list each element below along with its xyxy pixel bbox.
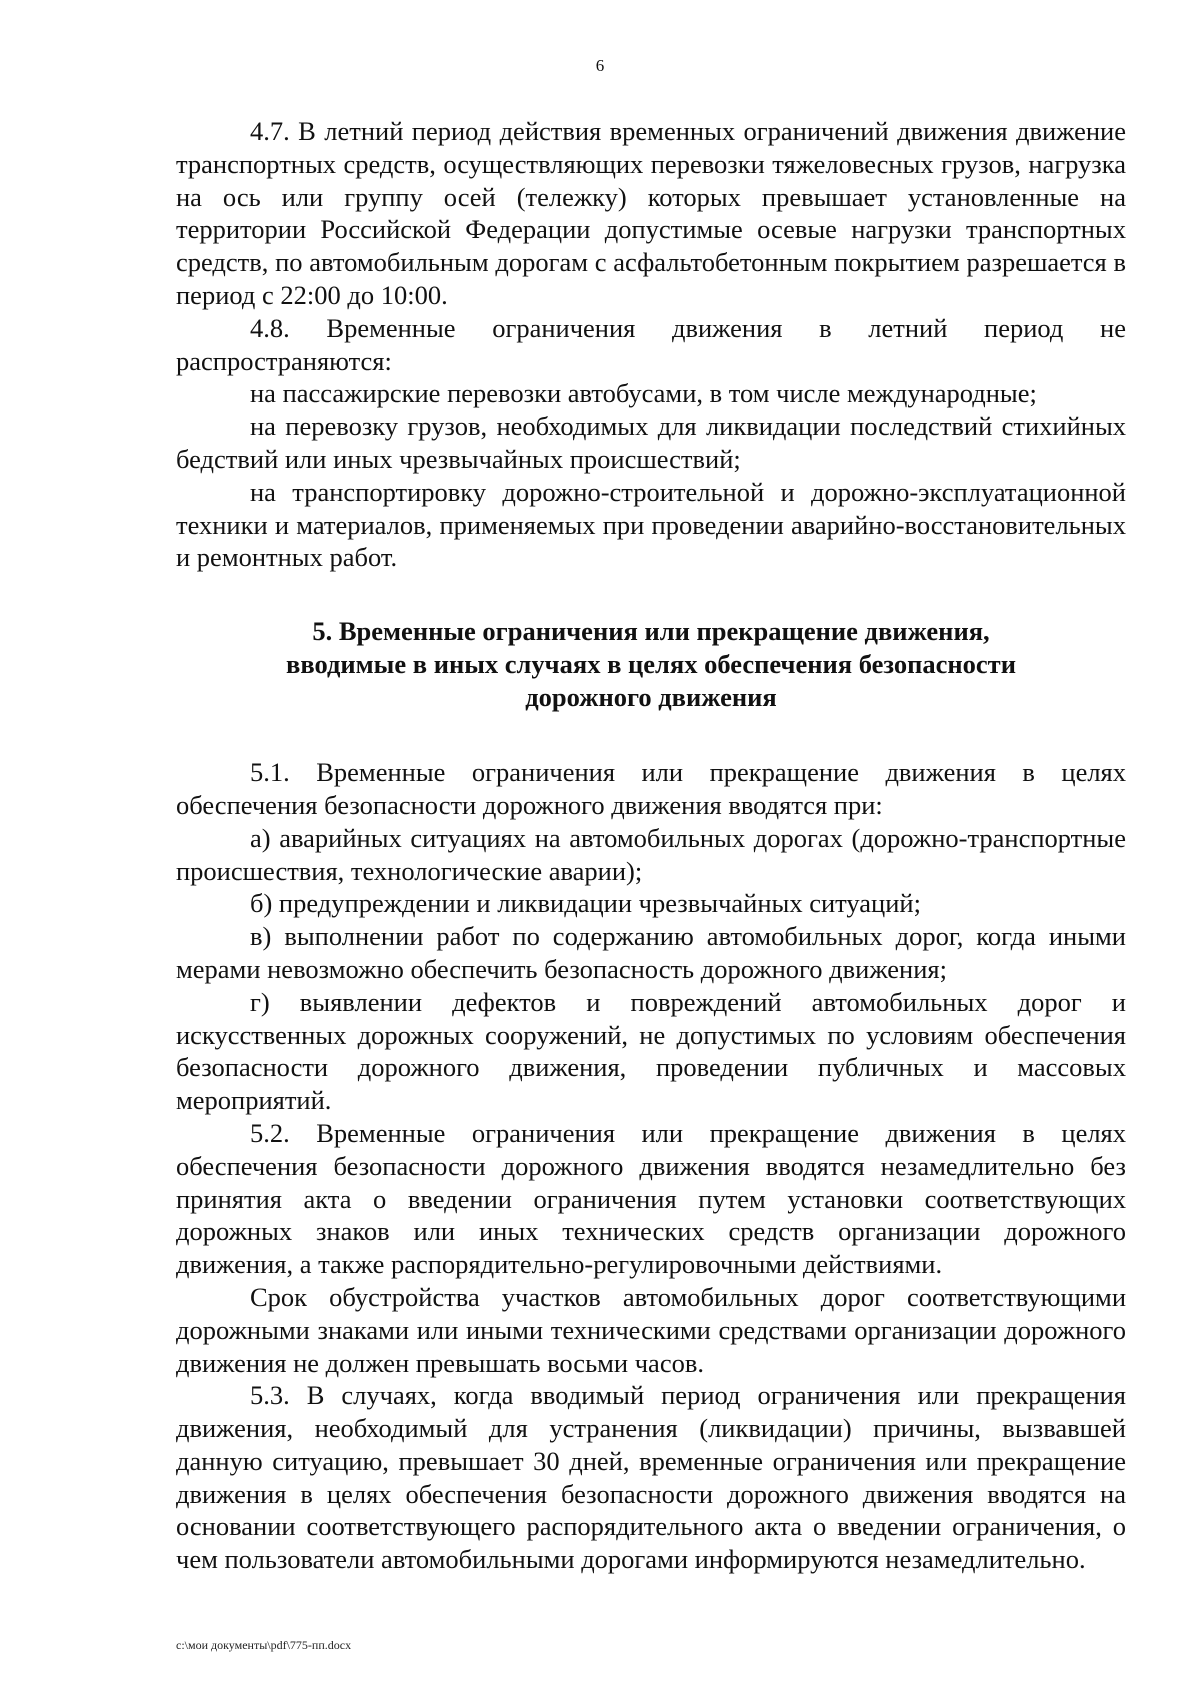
list-item: на пассажирские перевозки автобусами, в том числе международные; <box>250 378 1037 409</box>
list-item: на транспортировку дорожно-строительной и дорожно-эксплуатационной техники и материалов, применяемых при проведении аварийно-восстановительных и ремонтных работ. <box>176 476 1126 573</box>
list-item: на перевозку грузов, необходимых для ликвидации последствий стихийных бедствий или иных чрезвычайных происшествий; <box>176 411 1126 474</box>
paragraph-4-7: 4.7. В летний период действия временных ограничений движения движение транспортных средств, осуществляющих перевозки тяжеловесных грузов, нагрузка на ось или группу осей (тележку) которых превышает установленные на территории Российской Федерации допустимые осевые нагрузки транспортных средств, по автомобильным дорогам с асфальтобетонным покрытием разрешается в период с 22:00 до 10:00. <box>176 116 1126 310</box>
heading-line: дорожного движения <box>525 682 777 713</box>
list-item-v: в) выполнении работ по содержанию автомобильных дорог, когда иными мерами невозможно обеспечить безопасность дорожного движения; <box>176 921 1126 984</box>
heading-line: 5. Временные ограничения или прекращение движения, <box>312 616 990 647</box>
list-item-g: г) выявлении дефектов и повреждений автомобильных дорог и искусственных дорожных сооружений, не допустимых по условиям обеспечения безопасности дорожного движения, проведении публичных и массовых мероприятий. <box>176 986 1126 1116</box>
list-item-a: а) аварийных ситуациях на автомобильных дорогах (дорожно-транспортные происшествия, технологические аварии); <box>176 822 1126 886</box>
list-item-b: б) предупреждении и ликвидации чрезвычайных ситуаций; <box>250 888 921 919</box>
paragraph-4-8: 4.8. Временные ограничения движения в летний период не распространяются: <box>176 312 1126 376</box>
paragraph-5-2: 5.2. Временные ограничения или прекращение движения в целях обеспечения безопасности дорожного движения вводятся незамедлительно без принятия акта о введении ограничения путем установки соответствующих дорожных знаков или иных технических средств организации дорожного движения, а также распорядительно-регулировочными действиями. <box>176 1117 1126 1280</box>
page-number: 6 <box>595 56 605 75</box>
paragraph-5-1: 5.1. Временные ограничения или прекращение движения в целях обеспечения безопасности дорожного движения вводятся при: <box>176 757 1126 820</box>
paragraph-deadline: Срок обустройства участков автомобильных дорог соответствующими дорожными знаками или иными техническими средствами организации дорожного движения не должен превышать восьми часов. <box>176 1281 1126 1378</box>
section-5-heading <box>176 615 1126 714</box>
paragraph-5-3: 5.3. В случаях, когда вводимый период ограничения или прекращения движения, необходимый для устранения (ликвидации) причины, вызвавшей данную ситуацию, превышает 30 дней, временные ограничения или прекращение движения в целях обеспечения безопасности дорожного движения вводятся на основании соответствующего распорядительного акта о введении ограничения, о чем пользователи автомобильными дорогами информируются незамедлительно. <box>176 1380 1126 1575</box>
file-path-footer: c:\мои документы\pdf\775-пп.docx <box>176 1638 352 1652</box>
heading-line: вводимые в иных случаях в целях обеспечения безопасности <box>286 649 1016 680</box>
document-body <box>176 115 1126 1576</box>
